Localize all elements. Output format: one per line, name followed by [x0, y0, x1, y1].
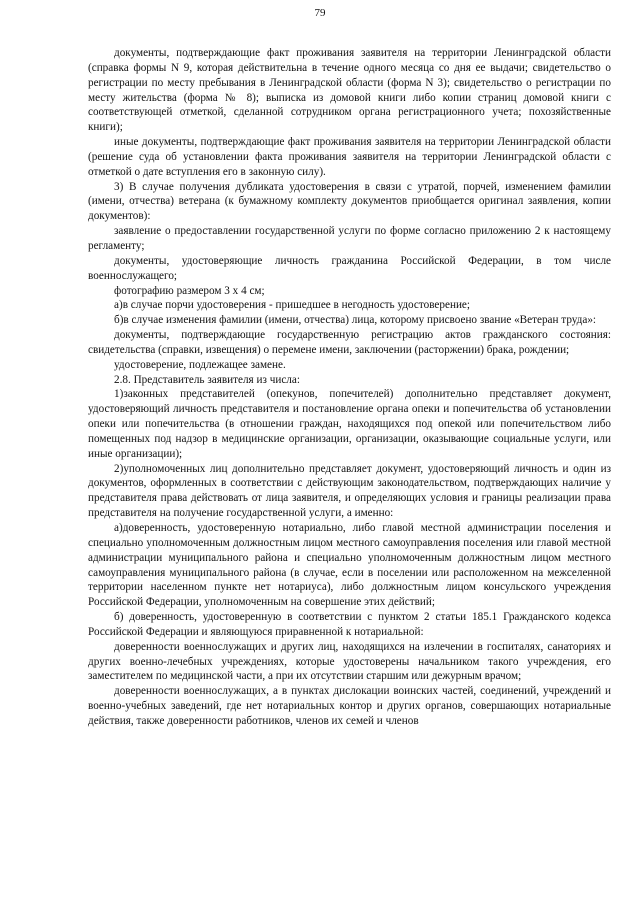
- paragraph-civil-code-power-of-attorney: б) доверенность, удостоверенную в соответствии с пунктом 2 статьи 185.1 Гражданского кодекса Российской Федерации и являющуюся приравненной к нотариальной:: [88, 611, 611, 638]
- paragraph-residence-documents: документы, подтверждающие факт проживания заявителя на территории Ленинградской области (справка формы N 9, которая действительна в течение одного месяца со дня ее выдачи; свидетельство о регистрации по месту пребывания в Ленинградской области (форма N 3); свидетельство о регистрации по месту жительства (форма № 8); выписка из домовой книги либо копии страниц домовой книги с соответствующей отметкой, сделанной сотрудником органа регистрационного учета; похозяйственные книги);: [88, 47, 611, 134]
- paragraph-hospital-power-of-attorney: доверенности военнослужащих и других лиц, находящихся на излечении в госпиталях, санаториях и других военно-лечебных учреждениях, которые удостоверены начальником такого учреждения, его заместителем по медицинской части, а при их отсутствии старшим или дежурным врачом;: [88, 640, 611, 683]
- paragraph-notarized-power-of-attorney: а)доверенность, удостоверенную нотариально, либо главой местной администрации поселения и специально уполномоченным должностным лицом местного самоуправления поселения или главой местной администрации муниципального района и специально уполномоченным должностным лицом местного самоуправления муниципального района (в случае, если в поселении или расположенном на межселенной территории населенном пункте нет нотариуса), либо должностным лицом консульского учреждения Российской Федерации, уполномоченным на совершение этих действий;: [88, 522, 611, 609]
- paragraph-other-documents: иные документы, подтверждающие факт проживания заявителя на территории Ленинградской области (решение суда об установлении факта проживания заявителя на территории Ленинградской области с отметкой о дате вступления его в законную силу).: [88, 136, 611, 178]
- paragraph-identity-documents: документы, удостоверяющие личность гражданина Российской Федерации, в том числе военнослужащего;: [88, 254, 611, 282]
- paragraph-military-power-of-attorney: доверенности военнослужащих, а в пунктах дислокации воинских частей, соединений, учреждений и военно-учебных заведений, где нет нотариальных контор и других органов, совершающих нотариальные действия, также доверенности работников, членов их семей и членов: [88, 685, 611, 727]
- paragraph-name-change-case: б)в случае изменения фамилии (имени, отчества) лица, которому присвоено звание «Ветеран труда»:: [114, 314, 597, 327]
- paragraph-application: заявление о предоставлении государственной услуги по форме согласно приложению 2 к настоящему регламенту;: [88, 225, 611, 252]
- paragraph-certificate-replacement: удостоверение, подлежащее замене.: [114, 358, 286, 371]
- page-number: 79: [314, 7, 326, 19]
- paragraph-duplicate-certificate: 3) В случае получения дубликата удостоверения в связи с утратой, порчей, изменением фамилии (имени, отчества) ветерана (к бумажному комплекту документов приобщается оригинал заявления, копии документов):: [88, 180, 611, 223]
- paragraph-civil-status-acts: документы, подтверждающие государственную регистрацию актов гражданского состояния: свидетельства (справки, извещения) о перемене имени, заключении (расторжении) брака, рождении;: [88, 329, 611, 356]
- paragraph-section-2-8: 2.8. Представитель заявителя из числа:: [114, 373, 300, 386]
- paragraph-authorized-persons: 2)уполномоченных лиц дополнительно представляет документ, удостоверяющий личность и один из документов, оформленных в соответствии с действующим законодательством, подтверждающих наличие у представителя права действовать от лица заявителя, и определяющих условия и границы реализации права представителя на получение государственной услуги, а именно:: [88, 462, 611, 520]
- paragraph-photo: фотографию размером 3 х 4 см;: [114, 284, 265, 297]
- paragraph-legal-representatives: 1)законных представителей (опекунов, попечителей) дополнительно представляет документ, удостоверяющий личность представителя и постановление органа опеки и попечительства об установлении опеки или попечительства (в отношении граждан, находящихся под опекой или попечительством либо помещенных под надзор в медицинские организации, организации, оказывающие социальные услуги, или иные организации);: [88, 388, 611, 460]
- paragraph-damage-case: а)в случае порчи удостоверения - пришедшее в негодность удостоверение;: [114, 299, 471, 312]
- document-body: [88, 46, 611, 729]
